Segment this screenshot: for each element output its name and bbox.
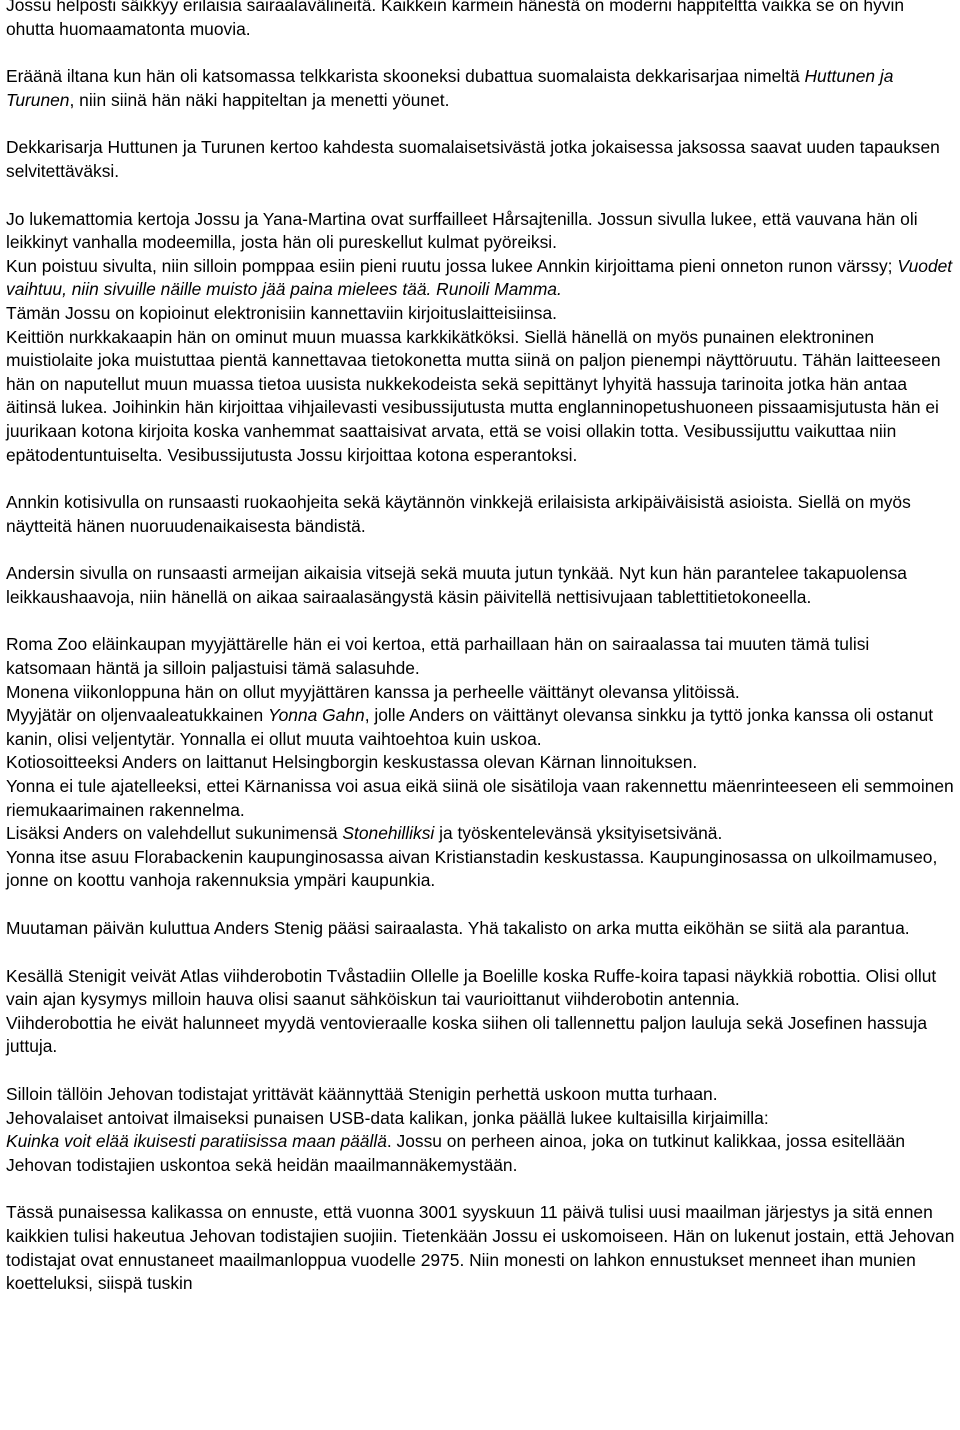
text-run: Kotiosoitteeksi Anders on laittanut Helsingborgin keskustassa olevan Kärnan linnoituksen. xyxy=(6,752,698,773)
text-run: ja työskentelevänsä yksityisetsivänä. xyxy=(434,823,723,844)
text-line xyxy=(6,491,956,538)
italic-text: Huttunen ja Turunen xyxy=(6,66,894,110)
text-line xyxy=(6,208,956,255)
text-run: Lisäksi Anders on valehdellut sukunimensä xyxy=(6,823,343,844)
italic-text: Yonna Gahn xyxy=(267,705,365,726)
italic-text: Stonehilliksi xyxy=(342,823,435,844)
paragraph xyxy=(6,136,956,183)
text-run: Myyjätär on oljenvaaleatukkainen xyxy=(6,705,268,726)
text-run: Monena viikonloppuna hän on ollut myyjättären kanssa ja perheelle väittänyt olevansa ylitöissä. xyxy=(6,681,740,702)
text-run: Tämän Jossu on kopioinut elektronisiin kannettaviin kirjoituslaitteisiinsa. xyxy=(6,302,557,323)
text-run: Yonna ei tule ajatelleeksi, ettei Kärnanissa voi asua eikä siinä ole sisätiloja vaan rakennettu mäenrinteeseen eli semmoinen riemukaarimainen rakennelma. xyxy=(6,776,954,820)
paragraph xyxy=(6,65,956,112)
text-line xyxy=(6,255,956,302)
text-line xyxy=(6,917,956,941)
text-run: Tässä punaisessa kalikassa on ennuste, että vuonna 3001 syyskuun 11 päivä tulisi uusi maailman järjestys ja sitä ennen kaikkien tulisi hakeutua Jehovan todistajien suojiin. Tietenkään Jossu ei uskomoiseen. Hän on lukenut jostain, että Jehovan todistajat ovat ennustaneet maailmanloppua vuodelle 2975. Niin monesti on lahkon ennustukset menneet ihan munien koetteluksi, siispä tuskin xyxy=(6,1202,955,1294)
text-run: Muutaman päivän kuluttua Anders Stenig pääsi sairaalasta. Yhä takalisto on arka mutta eiköhän se siitä ala parantua. xyxy=(6,918,910,938)
text-line xyxy=(6,1012,956,1059)
paragraph xyxy=(6,633,956,893)
text-line xyxy=(6,562,956,609)
paragraph xyxy=(6,208,956,468)
text-run: Roma Zoo eläinkaupan myyjättärelle hän ei voi kertoa, että parhaillaan hän on sairaalassa tai muuten tämä tulisi katsomaan häntä ja silloin paljastuisi tämä salasuhde. xyxy=(6,634,870,679)
text-run: , niin siinä hän näki happiteltan ja menetti yöunet. xyxy=(69,89,450,110)
text-line xyxy=(6,65,956,112)
text-line xyxy=(6,302,956,326)
text-run: , jolle Anders on väittänyt olevansa sinkku ja tyttö jonka kanssa oli ostanut kanin, olisi veljentytär. Yonnalla ei ollut muuta vaihtoehtoa kuin uskoa. xyxy=(6,705,934,749)
paragraph xyxy=(6,491,956,538)
paragraph xyxy=(6,1201,956,1295)
text-line xyxy=(6,326,956,468)
text-run: Jo lukemattomia kertoja Jossu ja Yana-Martina ovat surffailleet Hårsajtenilla. Jossun sivulla lukee, että vauvana hän oli leikkinyt vanhalla modeemilla, josta hän oli pureskellut kulmat pyöreiksi. xyxy=(6,208,918,253)
text-line xyxy=(6,822,956,846)
text-line xyxy=(6,136,956,183)
document-body xyxy=(6,0,956,1296)
paragraph xyxy=(6,0,956,41)
text-run: Jossu helposti säikkyy erilaisia sairaalavälineitä. Kaikkein karmein hänestä on moderni happiteltta vaikka se on hyvin ohutta huomaamatonta muovia. xyxy=(6,0,905,39)
text-line xyxy=(6,681,956,705)
text-run: Eräänä iltana kun hän oli katsomassa telkkarista skooneksi dubattua suomalaista dekkarisarjaa nimeltä xyxy=(6,66,805,87)
text-run: . Jossu on perheen ainoa, joka on tutkinut kalikkaa, jossa esitellään Jehovan todistajien uskontoa sekä heidän maailmannäkemystään. xyxy=(6,1131,906,1175)
text-run: Jehovalaiset antoivat ilmaiseksi punaisen USB-data kalikan, jonka päällä lukee kultaisilla kirjaimilla: xyxy=(6,1107,769,1128)
text-line xyxy=(6,775,956,822)
text-run: Viihderobottia he eivät halunneet myydä ventovieraalle koska siihen oli tallennettu paljon lauluja sekä Josefinen hassuja juttuja. xyxy=(6,1012,928,1057)
text-line xyxy=(6,0,956,41)
paragraph xyxy=(6,562,956,609)
text-run: Dekkarisarja Huttunen ja Turunen kertoo kahdesta suomalaisetsivästä jotka jokaisessa jaksossa saavat uuden tapauksen selvitettäväksi. xyxy=(6,137,940,181)
text-line xyxy=(6,1130,956,1177)
italic-text: Kuinka voit elää ikuisesti paratiisissa maan päällä xyxy=(6,1131,387,1152)
text-line xyxy=(6,1107,956,1131)
text-run: Andersin sivulla on runsaasti armeijan aikaisia vitsejä sekä muuta jutun tynkää. Nyt kun hän parantelee takapuolensa leikkaushaavoja, niin hänellä on aikaa sairaalasängystä käsin päivitellä nettisivujaan tablettitietokoneella. xyxy=(6,563,907,607)
text-line xyxy=(6,704,956,751)
text-line xyxy=(6,965,956,1012)
text-run: Yonna itse asuu Florabackenin kaupunginosassa aivan Kristianstadin keskustassa. Kaupunginosassa on ulkoilmamuseo, jonne on koottu vanhoja rakennuksia ympäri kaupunkia. xyxy=(6,846,938,891)
text-run: Keittiön nurkkakaapin hän on ominut muun muassa karkkikätköksi. Siellä hänellä on myös punainen elektroninen muistiolaite joka muistuttaa pientä kannettavaa tietokonetta mutta siinä on paljon pienempi näyttöruutu. Tähän laitteeseen hän on naputellut muun muassa tietoa uusista nukkekodeista sekä sepittänyt lyhyitä hassuja tarinoita jotka hän antaa äitinsä lukea. Joihinkin hän kirjoittaa vihjailevasti vesibussijutusta mutta englanninopetushuoneen pissaamisjutusta hän ei juurikaan kotona kirjoita koska vanhemmat saattaisivat arvata, että se voisi ollakin totta. Vesibussijuttu vaikuttaa niin epätodentuntuiselta. Vesibussijutusta Jossu kirjoittaa kotona esperantoksi. xyxy=(6,326,941,465)
text-line xyxy=(6,846,956,893)
paragraph xyxy=(6,1083,956,1177)
text-run: Annkin kotisivulla on runsaasti ruokaohjeita sekä käytännön vinkkejä erilaisista arkipäiväisistä asioista. Siellä on myös näytteitä hänen nuoruudenaikaisesta bändistä. xyxy=(6,492,911,536)
text-run: Kun poistuu sivulta, niin silloin pomppaa esiin pieni ruutu jossa lukee Annkin kirjoittama pieni onneton runon värssy; xyxy=(6,255,898,276)
text-line xyxy=(6,633,956,680)
text-run: Kesällä Stenigit veivät Atlas viihderobotin Tvåstadiin Ollelle ja Boelille koska Ruffe-koira tapasi näykkiä robottia. Olisi ollut vain ajan kysymys milloin hauva olisi saanut sähköiskun tai vaurioittanut viihderobotin antennia. xyxy=(6,965,937,1010)
paragraph xyxy=(6,917,956,941)
paragraph xyxy=(6,965,956,1059)
text-line xyxy=(6,1083,956,1107)
text-line xyxy=(6,1201,956,1295)
text-run: Silloin tällöin Jehovan todistajat yrittävät käännyttää Stenigin perhettä uskoon mutta turhaan. xyxy=(6,1083,718,1104)
italic-text: Vuodet vaihtuu, niin sivuille näille muisto jää paina mielees tää. Runoili Mamma. xyxy=(6,255,953,300)
text-line xyxy=(6,751,956,775)
